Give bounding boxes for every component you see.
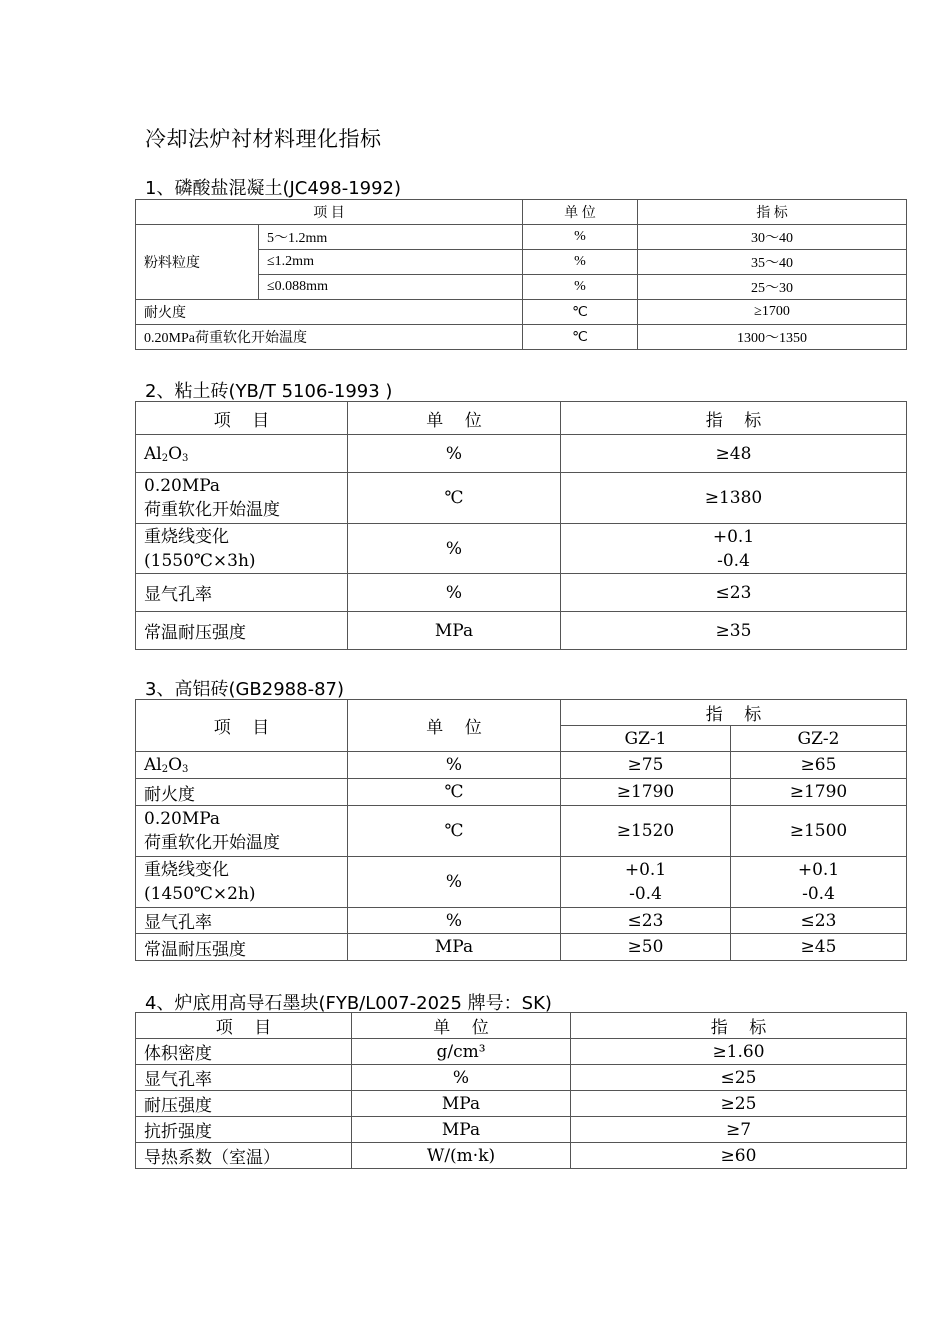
row-value-line: +0.1 (624, 860, 667, 880)
document-title: 冷却法炉衬材料理化指标 (145, 127, 382, 151)
row-unit: ℃ (348, 473, 561, 524)
formula-sub: 3 (182, 764, 189, 775)
header-unit: 单 位 (348, 402, 561, 435)
header-index: 指 标 (638, 200, 907, 225)
header-item: 项 目 (136, 200, 523, 225)
row-value (561, 524, 907, 574)
table-row (136, 473, 907, 524)
header-unit: 单 位 (348, 700, 561, 752)
row-item-line: 0.20MPa (144, 809, 221, 829)
high-alumina-brick-table (135, 699, 907, 961)
table-row (136, 435, 907, 473)
row-value-line: -0.4 (717, 550, 750, 571)
row-unit: ℃ (348, 806, 561, 857)
graphite-block-table (135, 1012, 907, 1169)
row-sub-item: ≤0.088mm (259, 275, 523, 300)
row-value-line: +0.1 (712, 526, 755, 547)
header-index: 指 标 (561, 402, 907, 435)
row-item-line: (1550℃×3h) (144, 550, 256, 571)
section-3-heading: 3、高铝砖(GB2988-87) (145, 679, 345, 700)
table-row (136, 524, 907, 574)
row-item-al2o3 (136, 752, 348, 779)
row-value-gz1: ≥1790 (561, 779, 731, 806)
row-item: 显气孔率 (136, 1065, 352, 1091)
row-item: 抗折强度 (136, 1117, 352, 1143)
row-item-line: (1450℃×2h) (144, 884, 256, 904)
table-row (136, 300, 907, 325)
row-value-gz1: ≤23 (561, 908, 731, 934)
table-row (136, 779, 907, 806)
row-unit: % (348, 435, 561, 473)
row-item-line: 重烧线变化 (144, 860, 229, 880)
row-item: 导热系数（室温） (136, 1143, 352, 1169)
row-item-line: 荷重软化开始温度 (144, 833, 280, 853)
header-index: 指 标 (571, 1013, 907, 1039)
row-unit: % (348, 574, 561, 612)
table-row (136, 806, 907, 857)
row-item: 常温耐压强度 (136, 934, 348, 961)
row-value: 1300～1350 (638, 325, 907, 350)
row-value-gz2: ≥45 (731, 934, 907, 961)
row-item: 常温耐压强度 (136, 612, 348, 650)
section-2-heading: 2、粘土砖(YB/T 5106-1993 ) (145, 381, 393, 402)
formula-al: Al (144, 755, 162, 775)
table-row (136, 1065, 907, 1091)
row-value-gz1: ≥75 (561, 752, 731, 779)
table-row (136, 1117, 907, 1143)
header-item: 项 目 (136, 1013, 352, 1039)
row-unit: g/cm³ (352, 1039, 571, 1065)
row-item (136, 806, 348, 857)
row-item: 耐火度 (136, 300, 523, 325)
table-row (136, 1143, 907, 1169)
row-item (136, 473, 348, 524)
row-value: 30～40 (638, 225, 907, 250)
row-value-gz1 (561, 857, 731, 908)
row-unit: MPa (352, 1117, 571, 1143)
row-value-gz1: ≥1520 (561, 806, 731, 857)
row-sub-item: 5～1.2mm (259, 225, 523, 250)
row-value: ≥1.60 (571, 1039, 907, 1065)
row-item: 显气孔率 (136, 908, 348, 934)
header-item: 项 目 (136, 402, 348, 435)
row-item: 耐火度 (136, 779, 348, 806)
row-unit: % (523, 275, 638, 300)
row-item-line: 重烧线变化 (144, 526, 229, 547)
row-value: 25～30 (638, 275, 907, 300)
table-row (136, 1039, 907, 1065)
row-value-gz2: ≤23 (731, 908, 907, 934)
header-item: 项 目 (136, 700, 348, 752)
row-value-gz1: ≥50 (561, 934, 731, 961)
row-item-line: 荷重软化开始温度 (144, 500, 280, 520)
row-value: ≥48 (561, 435, 907, 473)
row-value: ≥1700 (638, 300, 907, 325)
table-row (136, 908, 907, 934)
row-value: ≥60 (571, 1143, 907, 1169)
row-unit: MPa (348, 934, 561, 961)
row-unit: MPa (348, 612, 561, 650)
row-value: ≤25 (571, 1065, 907, 1091)
table-row (136, 752, 907, 779)
row-unit: MPa (352, 1091, 571, 1117)
row-unit: % (348, 908, 561, 934)
row-value: 35～40 (638, 250, 907, 275)
row-value-gz2 (731, 857, 907, 908)
row-value-gz2: ≥65 (731, 752, 907, 779)
phosphate-concrete-table (135, 199, 907, 350)
row-unit: ℃ (523, 300, 638, 325)
row-unit: % (523, 250, 638, 275)
group-label-particle-size: 粉料粒度 (136, 225, 259, 300)
table-header-row (136, 700, 907, 726)
table-row (136, 574, 907, 612)
table-row (136, 225, 907, 250)
row-unit: % (348, 524, 561, 574)
table-row (136, 857, 907, 908)
formula-o: O (168, 443, 183, 464)
row-unit: % (523, 225, 638, 250)
row-item-line: 0.20MPa (144, 476, 221, 496)
row-item (136, 524, 348, 574)
row-value: ≥1380 (561, 473, 907, 524)
row-item (136, 857, 348, 908)
table-row (136, 612, 907, 650)
row-item: 体积密度 (136, 1039, 352, 1065)
table-header-row (136, 402, 907, 435)
row-unit: ℃ (523, 325, 638, 350)
row-unit: % (348, 752, 561, 779)
header-unit: 单 位 (523, 200, 638, 225)
row-value-line: -0.4 (802, 884, 835, 904)
row-item: 0.20MPa荷重软化开始温度 (136, 325, 523, 350)
formula-sub: 2 (161, 764, 169, 775)
row-value-gz2: ≥1790 (731, 779, 907, 806)
row-value: ≥35 (561, 612, 907, 650)
row-unit: % (352, 1065, 571, 1091)
clay-brick-table (135, 401, 907, 650)
table-row (136, 1091, 907, 1117)
formula-sub: 2 (161, 452, 169, 464)
row-value-line: -0.4 (629, 884, 662, 904)
table-header-row (136, 200, 907, 225)
header-grade-gz2: GZ-2 (731, 726, 907, 752)
header-index: 指 标 (561, 700, 907, 726)
row-unit: W/(m·k) (352, 1143, 571, 1169)
section-4-heading: 4、炉底用高导石墨块(FYB/L007-2025 牌号：SK) (145, 993, 552, 1014)
row-value-gz2: ≥1500 (731, 806, 907, 857)
row-value: ≥25 (571, 1091, 907, 1117)
table-header-row (136, 1013, 907, 1039)
row-value: ≤23 (561, 574, 907, 612)
row-unit: ℃ (348, 779, 561, 806)
table-row (136, 934, 907, 961)
row-item: 耐压强度 (136, 1091, 352, 1117)
formula-o: O (168, 755, 183, 775)
header-grade-gz1: GZ-1 (561, 726, 731, 752)
row-unit: % (348, 857, 561, 908)
formula-al: Al (144, 443, 162, 464)
table-row (136, 325, 907, 350)
header-unit: 单 位 (352, 1013, 571, 1039)
row-item-al2o3 (136, 435, 348, 473)
section-1-heading: 1、磷酸盐混凝土(JC498-1992) (145, 178, 402, 199)
row-value-line: +0.1 (797, 860, 840, 880)
row-sub-item: ≤1.2mm (259, 250, 523, 275)
row-value: ≥7 (571, 1117, 907, 1143)
formula-sub: 3 (182, 452, 189, 464)
row-item: 显气孔率 (136, 574, 348, 612)
